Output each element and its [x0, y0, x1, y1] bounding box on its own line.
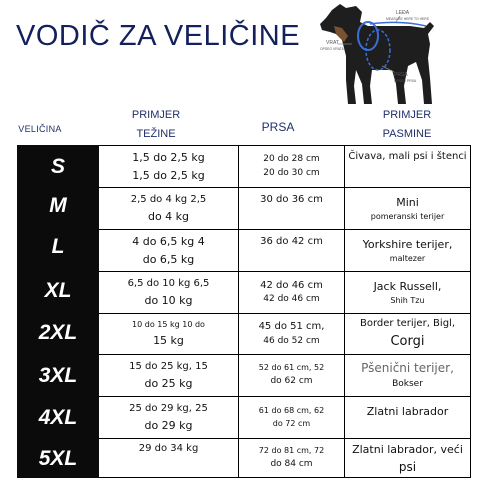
breed-line2: maltezer [389, 253, 426, 263]
weight-line1: 25 do 29 kg, 25 [129, 403, 208, 415]
back-label: LEĐA [396, 10, 410, 16]
breed-cell [345, 146, 470, 187]
chest-cell [239, 314, 345, 354]
weight-line2: do 10 kg [144, 293, 193, 307]
breed-line2: pomeranski terijer [370, 211, 445, 221]
chest-line1: 42 do 46 cm [260, 279, 323, 291]
weight-cell [99, 188, 239, 229]
chest-line2: 46 do 52 cm [263, 335, 320, 346]
size-label-4xl: 4XL [38, 406, 78, 429]
breed-line1: Yorkshire terijer, [362, 237, 453, 251]
table-row [99, 396, 470, 438]
weight-line1: 10 do 15 kg 10 do [132, 320, 205, 330]
weight-line2: 15 kg [153, 333, 184, 347]
size-label-xl: XL [44, 279, 72, 302]
weight-cell [99, 355, 239, 396]
breed-line1: Jack Russell, [373, 279, 442, 293]
page-title: VODIČ ZA VELIČINE [16, 20, 301, 52]
chest-line2: 42 do 46 cm [263, 294, 320, 305]
header-breed [344, 106, 470, 144]
header-weight [110, 106, 202, 144]
header-breed-line2: PASMINE [382, 128, 432, 140]
breed-line2: Shih Tzu [390, 295, 425, 305]
weight-cell [99, 272, 239, 313]
chest-sub-label: OPSEG PRSA [394, 79, 417, 83]
header-weight-line1: PRIMJER [131, 109, 181, 121]
breed-cell [345, 188, 470, 229]
breed-cell [345, 355, 470, 396]
size-label-2xl: 2XL [38, 321, 78, 344]
neck-label: VRAT [326, 40, 339, 46]
table-row [99, 313, 470, 354]
breed-cell [345, 230, 470, 271]
breed-line1: Pšenični terijer, [361, 361, 454, 376]
chest-line1: 36 do 42 cm [260, 236, 323, 247]
weight-line1: 15 do 25 kg, 15 [129, 361, 208, 373]
back-measure-icon [370, 22, 426, 26]
header-breed-line1: PRIMJER [382, 109, 432, 121]
back-sub-label: MEASURE HERE TO HERE [386, 17, 430, 21]
chest-cell [239, 230, 345, 271]
size-label-3xl: 3XL [38, 364, 78, 387]
table-row [99, 354, 470, 396]
table-row [99, 271, 470, 313]
breed-line2: psi [398, 459, 417, 474]
table-row [99, 187, 470, 229]
weight-cell [99, 146, 239, 187]
chest-cell [239, 355, 345, 396]
chest-line1: 52 do 61 cm, 52 [258, 363, 325, 373]
chest-label: PRSA [394, 72, 408, 78]
table-row [99, 229, 470, 271]
breed-cell [345, 272, 470, 313]
weight-line2: do 4 kg [147, 209, 190, 223]
weight-line1: 29 do 34 kg [138, 443, 199, 454]
weight-line2: do 6,5 kg [142, 252, 195, 266]
weight-line1: 6,5 do 10 kg 6,5 [127, 278, 210, 290]
header-chest: PRSA [261, 120, 295, 134]
weight-line1: 2,5 do 4 kg 2,5 [130, 194, 207, 206]
weight-cell [99, 439, 239, 478]
weight-line2: 1,5 do 2,5 kg [132, 168, 205, 182]
size-label-s: S [50, 155, 65, 178]
weight-cell [99, 314, 239, 354]
size-column [17, 145, 99, 478]
chest-line1: 72 do 81 cm, 72 [258, 446, 325, 456]
weight-cell [99, 397, 239, 438]
chest-line2: do 84 cm [270, 458, 313, 469]
breed-line1: Čivava, mali psi i štenci [348, 151, 467, 162]
breed-line1: Zlatni labrador, veći [352, 442, 463, 456]
chest-cell [239, 146, 345, 187]
weight-line2: do 29 kg [144, 418, 193, 432]
breed-line1: Mini [396, 195, 419, 209]
chest-line2: 20 do 30 cm [263, 167, 320, 178]
neck-sub-label: OPSEG VRATA [320, 47, 344, 51]
chest-line1: 20 do 28 cm [263, 153, 320, 164]
chest-line1: 30 do 36 cm [260, 194, 323, 205]
header-weight-line2: TEŽINE [136, 128, 176, 140]
breed-cell [345, 439, 470, 478]
breed-line2: Corgi [390, 333, 425, 349]
breed-line1: Border terijer, Bigl, [359, 318, 455, 330]
size-label-5xl: 5XL [38, 447, 78, 470]
table-row [99, 146, 470, 187]
chest-line2: do 72 cm [272, 418, 311, 428]
size-label-l: L [51, 235, 65, 258]
chest-cell [239, 188, 345, 229]
breed-cell [345, 397, 470, 438]
chest-cell [239, 439, 345, 478]
weight-line1: 4 do 6,5 kg 4 [132, 235, 205, 249]
chest-line1: 45 do 51 cm, [258, 321, 325, 333]
table-row [99, 438, 470, 478]
chest-line1: 61 do 68 cm, 62 [258, 406, 325, 416]
weight-line1: 1,5 do 2,5 kg [132, 151, 205, 165]
weight-cell [99, 230, 239, 271]
breed-line2: Bokser [392, 378, 423, 389]
weight-line2: do 25 kg [144, 376, 193, 390]
chest-cell [239, 397, 345, 438]
size-label-m: M [49, 194, 67, 217]
chest-cell [239, 272, 345, 313]
breed-cell [345, 314, 470, 354]
dog-illustration [312, 0, 442, 110]
breed-line1: Zlatni labrador [366, 405, 449, 418]
chest-line2: do 62 cm [270, 375, 313, 386]
size-table [99, 145, 471, 478]
header-size: VELIČINA [18, 124, 62, 134]
